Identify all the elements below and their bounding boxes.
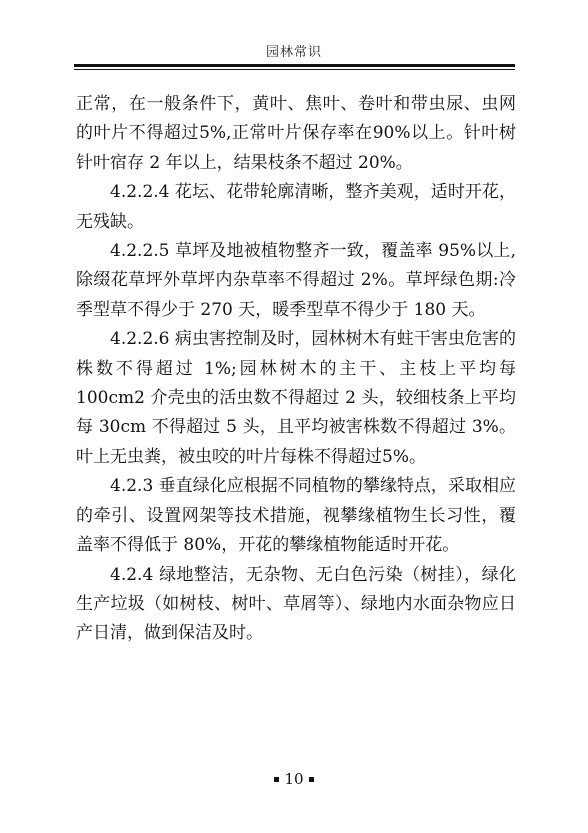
paragraph-4-2-2-6: 4.2.2.6 病虫害控制及时，园林树木有蛀干害虫危害的株数不得超过 1%;园林树木的主干、主枝上平均每 100cm2 介壳虫的活虫数不得超过 2 头，较细枝条上平均每 30cm 不得超过 5 头，且平均被害株数不得超过 3%。叶上无虫粪，被虫咬的叶片每株不得超过5%。 bbox=[76, 329, 516, 467]
paragraph-4-2-2-5: 4.2.2.5 草坪及地被植物整齐一致，覆盖率 95%以上,除缀花草坪外草坪内杂草率不得超过 2%。草坪绿色期:冷季型草不得少于 270 天，暖季型草不得少于 180 天。 bbox=[76, 241, 516, 320]
page-number-left-mark bbox=[274, 777, 279, 782]
paragraph-4-2-2-4: 4.2.2.4 花坛、花带轮廓清晰，整齐美观，适时开花，无残缺。 bbox=[76, 182, 516, 232]
running-header: 园林常识 bbox=[265, 45, 322, 60]
paragraph-4-2-4: 4.2.4 绿地整洁，无杂物、无白色污染（树挂），绿化生产垃圾（如树枝、树叶、草屑等）、绿地内水面杂物应日产日清，做到保洁及时。 bbox=[76, 564, 516, 644]
header-rule-thick bbox=[74, 64, 515, 67]
paragraph-4-2-3: 4.2.3 垂直绿化应根据不同植物的攀缘特点，采取相应的牵引、设置网架等技术措施，视攀缘植物生长习性，覆盖率不得低于 80%，开花的攀缘植物能适时开花。 bbox=[76, 476, 516, 556]
header-rule-thin bbox=[74, 69, 515, 70]
paragraph-continuation: 正常，在一般条件下，黄叶、焦叶、卷叶和带虫尿、虫网的叶片不得超过5%,正常叶片保存率在90%以上。针叶树针叶宿存 2 年以上，结果枝条不超过 20%。 bbox=[76, 94, 516, 173]
page-number-value: 10 bbox=[284, 770, 304, 788]
body-text bbox=[76, 90, 516, 649]
page-number bbox=[0, 770, 588, 788]
page-number-right-mark bbox=[309, 777, 314, 782]
